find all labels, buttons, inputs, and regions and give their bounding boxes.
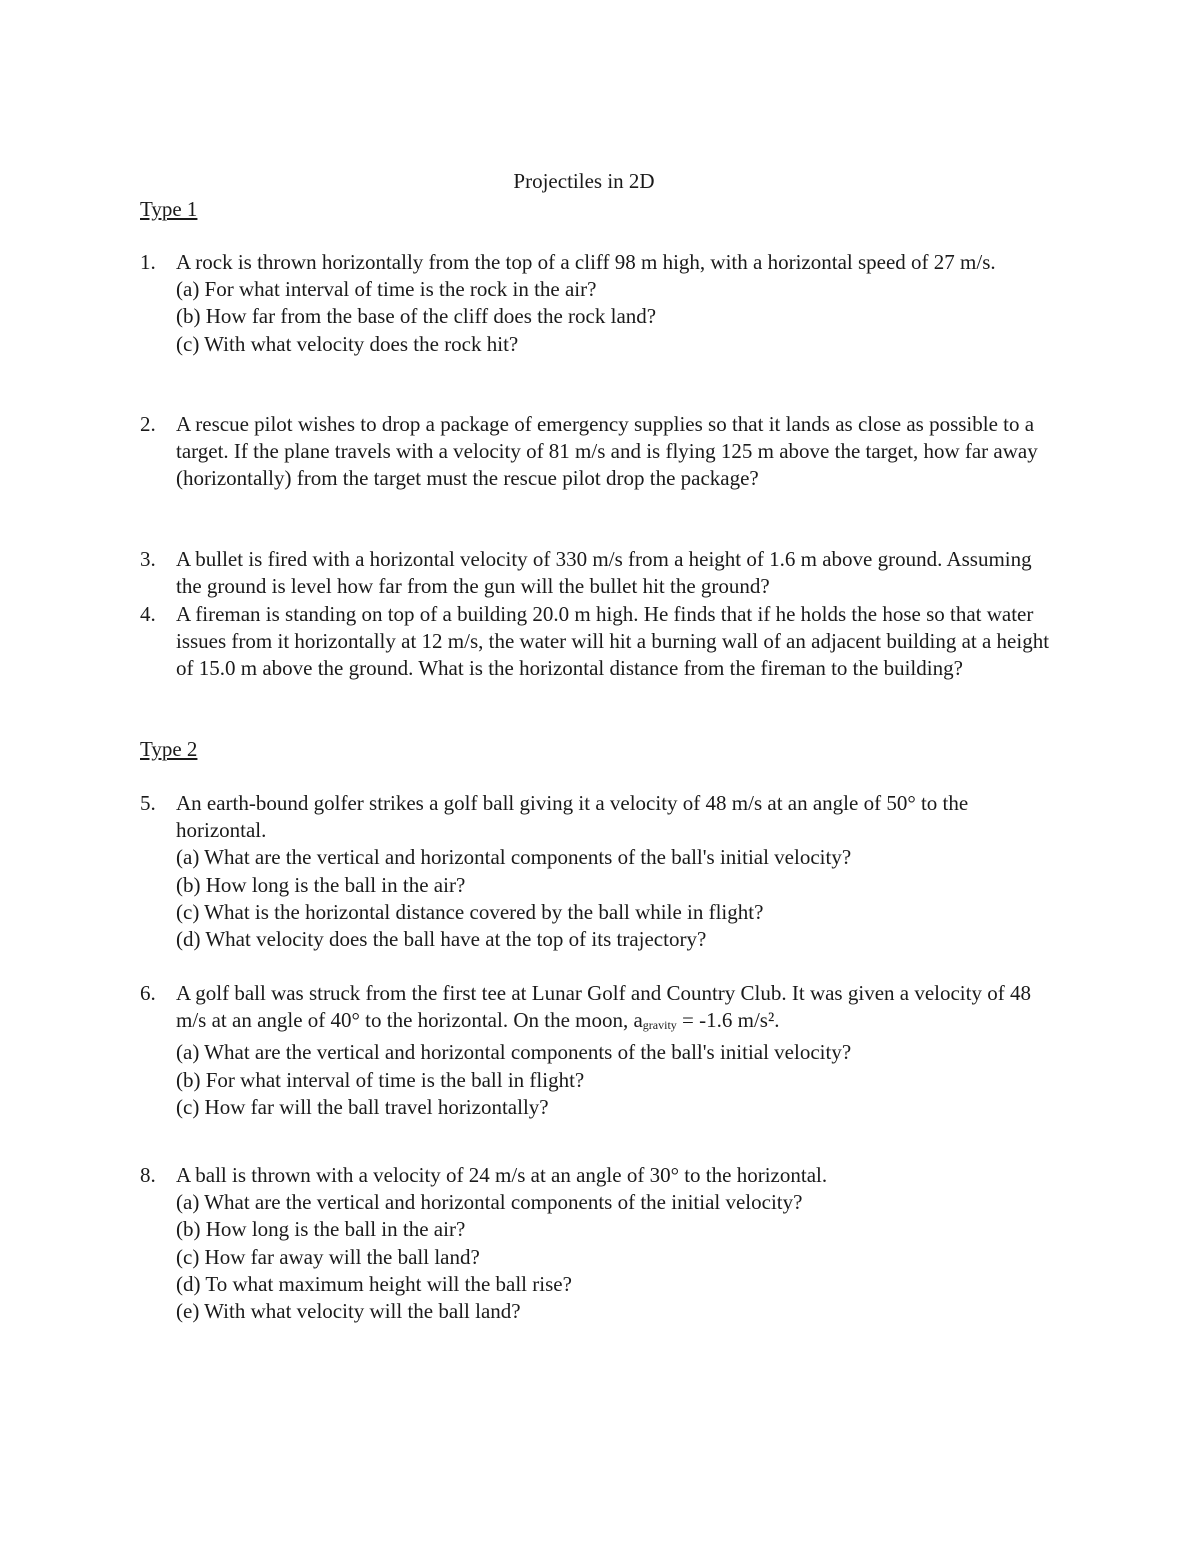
question-stem — [176, 980, 1060, 1039]
question-stem: An earth-bound golfer strikes a golf ball giving it a velocity of 48 m/s at an angle of 50° to the horizontal. — [176, 791, 969, 843]
section-heading-type-2: Type 2 — [140, 737, 198, 761]
question-8 — [140, 1162, 1060, 1325]
question-part-b: (b) For what interval of time is the ball in flight? — [176, 1067, 585, 1092]
question-stem: A rescue pilot wishes to drop a package of emergency supplies so that it lands as close as possible to a target. If the plane travels with a velocity of 81 m/s and is flying 125 m above the target, how far away (horizontally) from the target must the rescue pilot drop the package? — [176, 412, 1038, 491]
question-stem: A ball is thrown with a velocity of 24 m/s at an angle of 30° to the horizontal. — [176, 1163, 828, 1187]
question-part-a: (a) For what interval of time is the rock in the air? — [176, 277, 597, 302]
question-2 — [140, 411, 1060, 493]
question-stem-text: A golf ball was struck from the first tee at Lunar Golf and Country Club. It was given a velocity of 48 m/s at an angle of 40° to the horizontal. On the moon, a — [176, 981, 1031, 1033]
question-part-d: (d) To what maximum height will the ball rise? — [176, 1271, 572, 1296]
gravity-subscript: gravity — [642, 1018, 677, 1033]
question-number: 8. — [140, 1163, 156, 1187]
question-part-b: (b) How far from the base of the cliff does the rock land? — [176, 304, 657, 329]
question-number: 3. — [140, 547, 156, 571]
question-number: 6. — [140, 981, 156, 1005]
question-part-e: (e) With what velocity will the ball land? — [176, 1299, 521, 1324]
question-part-a: (a) What are the vertical and horizontal components of the initial velocity? — [176, 1190, 803, 1215]
question-part-b: (b) How long is the ball in the air? — [176, 1217, 466, 1242]
question-part-c: (c) How far will the ball travel horizontally? — [176, 1094, 549, 1119]
question-part-d: (d) What velocity does the ball have at the top of its trajectory? — [176, 927, 707, 952]
question-4 — [140, 601, 1060, 683]
question-part-c: (c) How far away will the ball land? — [176, 1244, 480, 1269]
question-number: 5. — [140, 791, 156, 815]
question-part-c: (c) What is the horizontal distance covered by the ball while in flight? — [176, 899, 764, 924]
question-stem: A bullet is fired with a horizontal velocity of 330 m/s from a height of 1.6 m above ground. Assuming the ground is level how far from the gun will the bullet hit the ground? — [176, 547, 1032, 599]
question-3 — [140, 546, 1060, 600]
question-number: 1. — [140, 250, 156, 274]
section-heading-type-1: Type 1 — [140, 197, 198, 221]
question-part-a: (a) What are the vertical and horizontal components of the ball's initial velocity? — [176, 1040, 852, 1065]
question-part-a: (a) What are the vertical and horizontal components of the ball's initial velocity? — [176, 845, 852, 870]
question-part-c: (c) With what velocity does the rock hit? — [176, 331, 519, 356]
question-number: 2. — [140, 412, 156, 436]
question-1 — [140, 249, 1060, 358]
question-part-b: (b) How long is the ball in the air? — [176, 872, 466, 897]
question-number: 4. — [140, 602, 156, 626]
question-6 — [140, 980, 1060, 1121]
question-5 — [140, 790, 1060, 953]
question-stem: A fireman is standing on top of a building 20.0 m high. He finds that if he holds the hose so that water issues from it horizontally at 12 m/s, the water will hit a burning wall of an adjacent building at a height of 15.0 m above the ground. What is the horizontal distance from the fireman to the building? — [176, 602, 1050, 681]
page-title: Projectiles in 2D — [513, 169, 655, 193]
question-stem-suffix: = -1.6 m/s². — [676, 1008, 780, 1033]
question-stem: A rock is thrown horizontally from the top of a cliff 98 m high, with a horizontal speed of 27 m/s. — [176, 250, 996, 274]
